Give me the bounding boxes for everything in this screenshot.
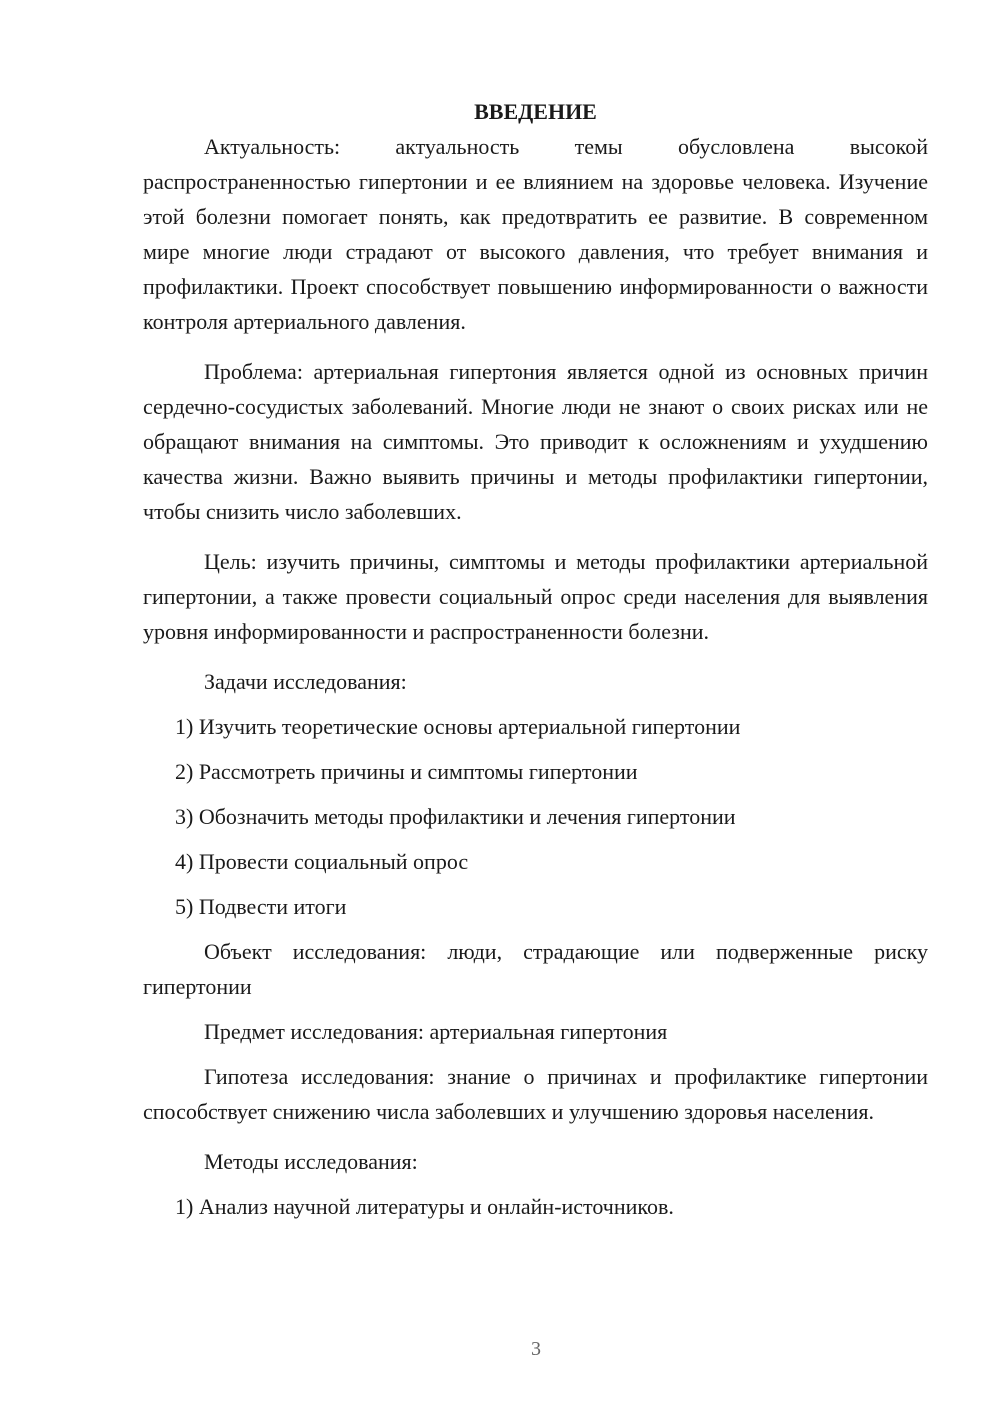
methods-title: Методы исследования: — [204, 1149, 418, 1174]
section-heading: ВВЕДЕНИЕ — [474, 99, 597, 124]
hypothesis-paragraph: Гипотеза исследования: знание о причинах и профилактике гипертонии способствует снижению числа заболевших и улучшению здоровья населения. — [143, 1064, 928, 1124]
task-item-4: 4) Провести социальный опрос — [175, 849, 469, 874]
page-content — [143, 94, 928, 1234]
goal-paragraph: Цель: изучить причины, симптомы и методы профилактики артериальной гипертонии, а также провести социальный опрос среди населения для выявления уровня информированности и распространенности болезни. — [143, 549, 928, 644]
object-paragraph: Объект исследования: люди, страдающие или подверженные риску гипертонии — [143, 939, 928, 999]
method-item-1: 1) Анализ научной литературы и онлайн-источников. — [175, 1194, 674, 1219]
tasks-title: Задачи исследования: — [204, 669, 407, 694]
task-item-3: 3) Обозначить методы профилактики и лечения гипертонии — [175, 804, 736, 829]
problem-paragraph: Проблема: артериальная гипертония является одной из основных причин сердечно-сосудистых заболеваний. Многие люди не знают о своих рисках или не обращают внимания на симптомы. Это приводит к осложнениям и ухудшению качества жизни. Важно выявить причины и методы профилактики гипертонии, чтобы снизить число заболевших. — [143, 359, 928, 524]
task-item-5: 5) Подвести итоги — [175, 894, 347, 919]
subject-paragraph: Предмет исследования: артериальная гипертония — [204, 1019, 668, 1044]
task-item-2: 2) Рассмотреть причины и симптомы гипертонии — [175, 759, 638, 784]
page-number: 3 — [531, 1338, 541, 1360]
relevance-paragraph: Актуальность: актуальность темы обусловлена высокой распространенностью гипертонии и ее влиянием на здоровье человека. Изучение этой болезни помогает понять, как предотвратить ее развитие. В современном мире многие люди страдают от высокого давления, что требует внимания и профилактики. Проект способствует повышению информированности о важности контроля артериального давления. — [143, 134, 928, 334]
task-item-1: 1) Изучить теоретические основы артериальной гипертонии — [175, 714, 741, 739]
